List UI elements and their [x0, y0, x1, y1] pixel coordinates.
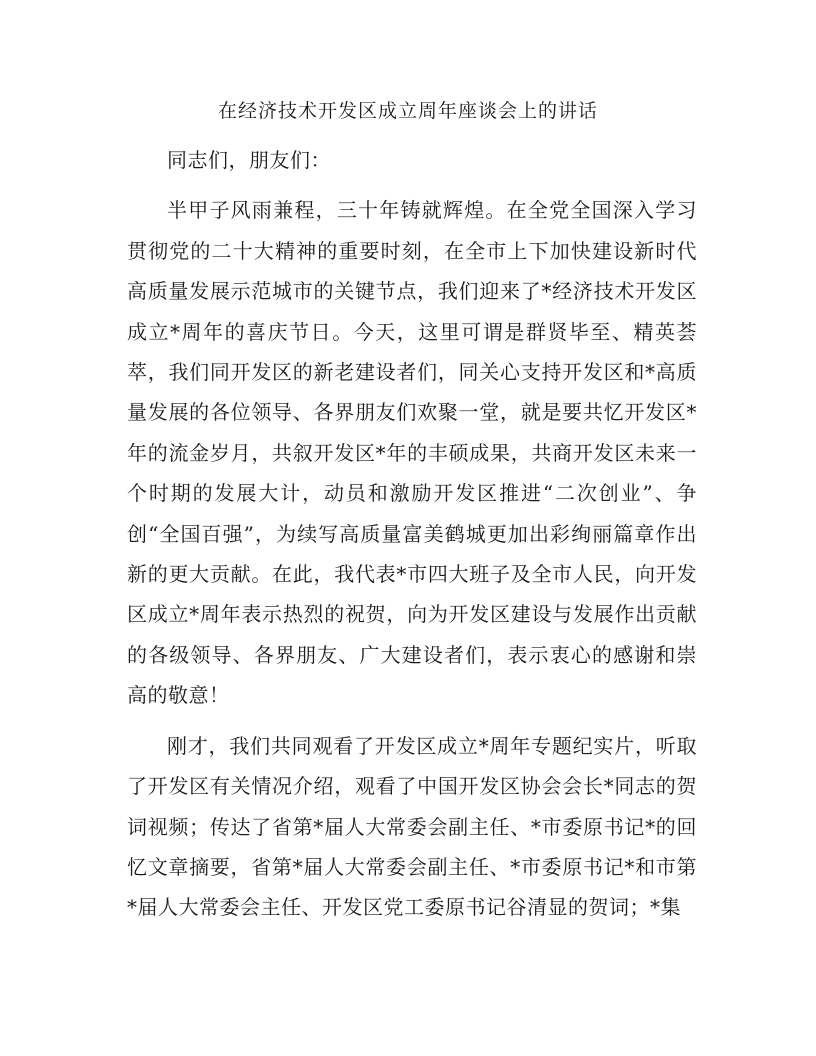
document-title: 在经济技术开发区成立周年座谈会上的讲话: [217, 100, 598, 122]
paragraph-2: 刚才，我们共同观看了开发区成立*周年专题纪实片，听取了开发区有关情况介绍，观看了中国开发区协会会长*同志的贺词视频；传达了省第*届人大常委会副主任、*市委原书记*的回忆文章摘要，省第*届人大常委会副主任、*市委原书记*和市第*届人大常委会主任、开发区党工委原书记谷清显的贺词；*集: [127, 733, 697, 920]
document-body: [127, 140, 697, 928]
salutation: 同志们，朋友们：: [167, 148, 331, 172]
paragraph-1: 半甲子风雨兼程，三十年铸就辉煌。在全党全国深入学习贯彻党的二十大精神的重要时刻，在全市上下加快建设新时代高质量发展示范城市的关键节点，我们迎来了*经济技术开发区成立*周年的喜庆节日。今天，这里可谓是群贤毕至、精英荟萃，我们同开发区的新老建设者们，同关心支持开发区和*高质量发展的各位领导、各界朋友们欢聚一堂，就是要共忆开发区*年的流金岁月，共叙开发区*年的丰硕成果，共商开发区未来一个时期的发展大计，动员和激励开发区推进“二次创业”、争创“全国百强”，为续写高质量富美鹤城更加出彩绚丽篇章作出新的更大贡献。在此，我代表*市四大班子及全市人民，向开发区成立*周年表示热烈的祝贺，向为开发区建设与发展作出贡献的各级领导、各界朋友、广大建设者们，表示衷心的感谢和崇高的敬意！: [127, 198, 697, 708]
